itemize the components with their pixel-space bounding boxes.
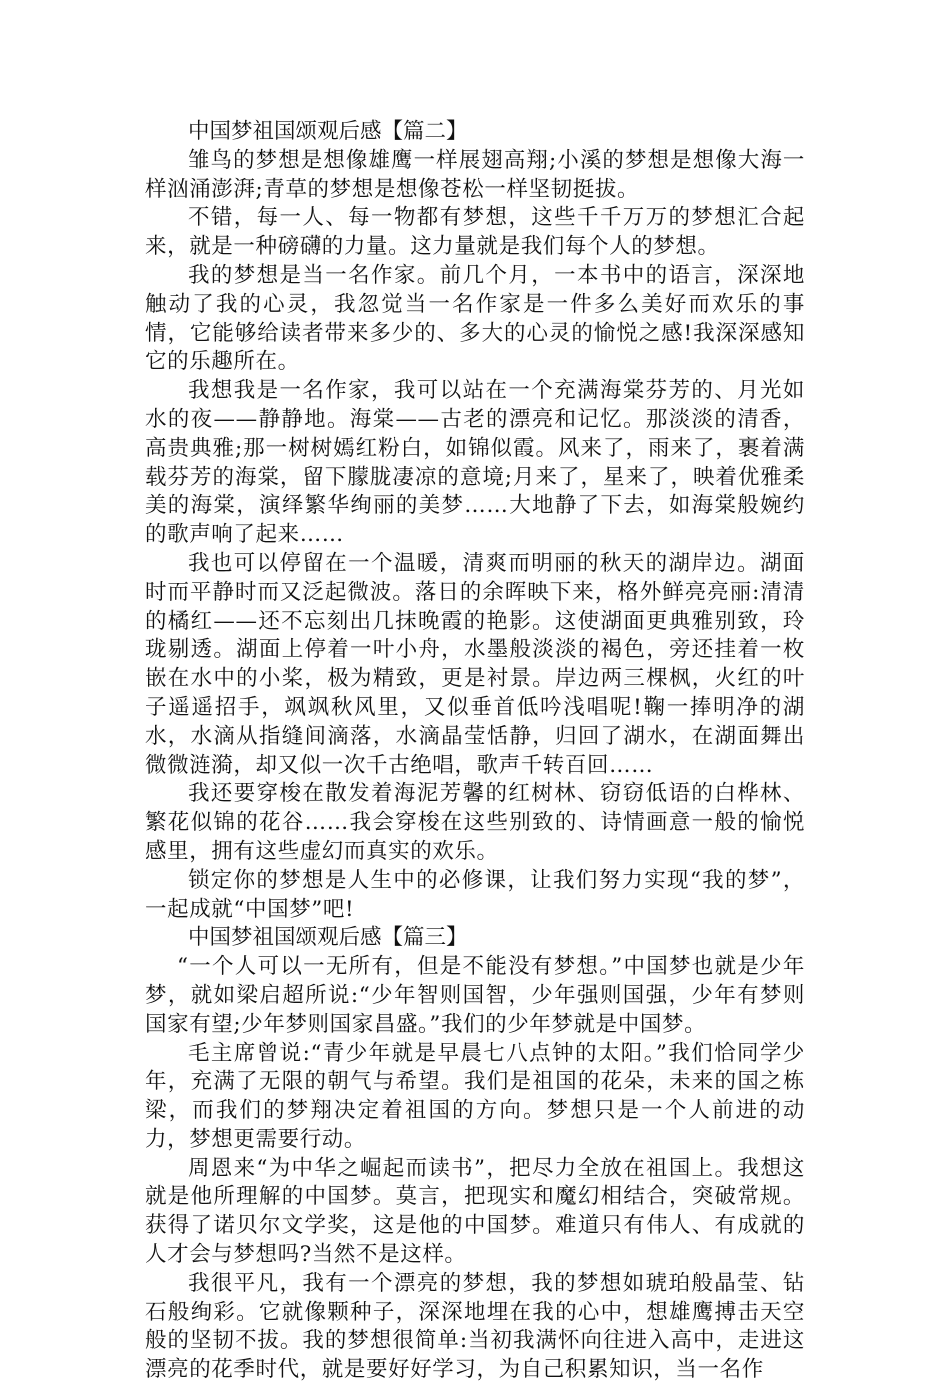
paragraph: 雏鸟的梦想是想像雄鹰一样展翅高翔;小溪的梦想是想像大海一样汹涌澎湃;青草的梦想是想像苍松一样坚韧挺拔。	[145, 147, 805, 202]
paragraph: 不错，每一人、每一物都有梦想，这些千千万万的梦想汇合起来，就是一种磅礴的力量。这力量就是我们每个人的梦想。	[145, 205, 805, 260]
paragraph: 毛主席曾说:“青少年就是早晨七八点钟的太阳。”我们恰同学少年，充满了无限的朝气与希望。我们是祖国的花朵，未来的国之栋梁，而我们的梦翔决定着祖国的方向。梦想只是一个人前进的动力，梦想更需要行动。	[145, 1040, 805, 1152]
section-heading: 中国梦祖国颂观后感【篇二】	[188, 119, 468, 144]
paragraph: 我想我是一名作家，我可以站在一个充满海棠芬芳的、月光如水的夜——静静地。海棠——古老的漂亮和记忆。那淡淡的清香，高贵典雅;那一树树嫣红粉白，如锦似霞。风来了，雨来了，裹着满载芬芳的海棠，留下朦胧凄凉的意境;月来了，星来了，映着优雅柔美的海棠，演绎繁华绚丽的美梦……大地静了下去，如海棠般婉约的歌声响了起来……	[145, 378, 805, 548]
section-heading: 中国梦祖国颂观后感【篇三】	[188, 925, 468, 951]
document-page	[145, 118, 805, 1385]
paragraph: 我的梦想是当一名作家。前几个月，一本书中的语言，深深地触动了我的心灵，我忽觉当一名作家是一件多么美好而欢乐的事情，它能够给读者带来多少的、多大的心灵的愉悦之感!我深深感知它的乐趣所在。	[145, 262, 805, 375]
paragraph: 我也可以停留在一个温暖，清爽而明丽的秋天的湖岸边。湖面时而平静时而又泛起微波。落日的余晖映下来，格外鲜亮亮丽:清清的橘红——还不忘刻出几抹晚霞的艳影。这使湖面更典雅别致，玲珑剔透。湖面上停着一叶小舟，水墨般淡淡的褐色，旁还挂着一枚嵌在水中的小桨，极为精致，更是衬景。岸边两三棵枫，火红的叶子遥遥招手，飒飒秋风里，又似垂首低吟浅唱呢!鞠一捧明净的湖水，水滴从指缝间滴落，水滴晶莹恬静，归回了湖水，在湖面舞出微微涟漪，却又似一次千古绝唱，歌声千转百回……	[145, 550, 805, 778]
paragraph: 锁定你的梦想是人生中的必修课，让我们努力实现“我的梦”，一起成就“中国梦”吧!	[145, 867, 805, 922]
paragraph: “一个人可以一无所有，但是不能没有梦想。”中国梦也就是少年梦，就如梁启超所说:“少年智则国智，少年强则国强，少年有梦则国家有望;少年梦则国家昌盛。”我们的少年梦就是中国梦。	[145, 954, 805, 1037]
paragraph: 周恩来“为中华之崛起而读书”，把尽力全放在祖国上。我想这就是他所理解的中国梦。莫言，把现实和魔幻相结合，突破常规。获得了诺贝尔文学奖，这是他的中国梦。难道只有伟人、有成就的人才会与梦想吗?当然不是这样。	[145, 1155, 805, 1268]
paragraph: 我很平凡，我有一个漂亮的梦想，我的梦想如琥珀般晶莹、钻石般绚彩。它就像颗种子，深深地埋在我的心中，想雄鹰搏击天空般的坚韧不拔。我的梦想很简单:当初我满怀向往进入高中，走进这漂亮的花季时代，就是要好好学习，为自己积累知识，当一名作	[145, 1270, 805, 1383]
paragraph: 我还要穿梭在散发着海泥芳馨的红树林、窃窃低语的白桦林、繁花似锦的花谷……我会穿梭在这些别致的、诗情画意一般的愉悦感里，拥有这些虚幻而真实的欢乐。	[145, 781, 805, 864]
